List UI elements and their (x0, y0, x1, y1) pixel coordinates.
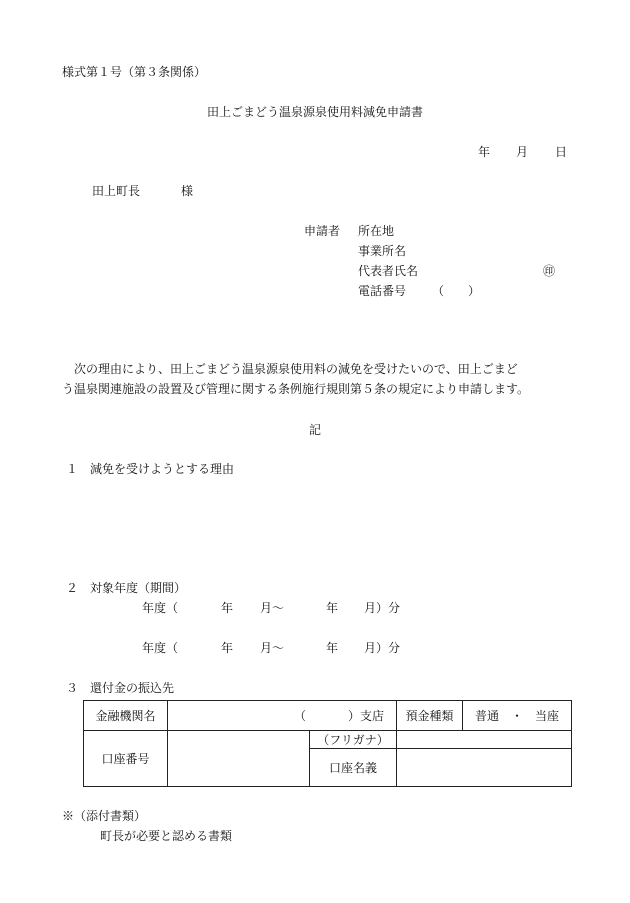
seal-mark: ㊞ (543, 264, 556, 278)
date-year: 年 (478, 145, 491, 159)
period-month-from: 月～ (260, 601, 285, 615)
bank-paren-open: （ (294, 709, 307, 723)
page-title: 田上ごまどう温泉源泉使用料減免申請書 (206, 105, 423, 119)
section-2-label: 対象年度（期間） (90, 581, 187, 595)
account-name-cell[interactable] (397, 749, 572, 787)
form-id: 様式第１号（第３条関係） (62, 65, 207, 79)
applicant-address: 所在地 (358, 224, 395, 238)
period-year-from: 年 (221, 641, 234, 655)
period-month-to: 月）分 (364, 601, 401, 615)
applicant-label: 申請者 (304, 224, 341, 238)
attachments-header: ※（添付書類） (62, 809, 147, 823)
section-3-label: 還付金の振込先 (90, 681, 175, 695)
section-2-number: ２ (66, 581, 79, 595)
body-line-2: う温泉関連施設の設置及び管理に関する条例施行規則第５条の規定により申請します。 (62, 382, 530, 396)
period-month-from: 月～ (260, 641, 285, 655)
furigana-label: （フリガナ） (310, 731, 397, 749)
account-number-label: 口座番号 (84, 731, 168, 787)
account-number-cell[interactable] (168, 731, 310, 787)
bank-name-cell[interactable] (168, 701, 397, 731)
account-name-label: 口座名義 (310, 749, 397, 787)
addressee-name: 田上町長 (92, 184, 141, 198)
section-1-label: 減免を受けようとする理由 (90, 462, 235, 476)
body-line-1: 次の理由により、田上ごまどう温泉源泉使用料の減免を受けたいので、田上ごまど (62, 362, 518, 376)
period-year-from: 年 (221, 601, 234, 615)
deposit-type-options[interactable]: 普通 ・ 当座 (463, 701, 572, 731)
section-3-number: ３ (66, 681, 79, 695)
section-1-number: １ (66, 462, 79, 476)
period-month-to: 月）分 (364, 641, 401, 655)
date-day: 日 (555, 145, 568, 159)
applicant-office: 事業所名 (358, 244, 407, 258)
furigana-cell[interactable] (397, 731, 572, 749)
bank-name-label: 金融機関名 (84, 701, 168, 731)
period-year-to: 年 (326, 641, 339, 655)
branch-label: ）支店 (348, 709, 385, 723)
phone-parens: （ ） (432, 284, 481, 298)
bank-account-table (83, 700, 572, 787)
addressee-honorific: 様 (181, 184, 194, 198)
applicant-phone: 電話番号 (358, 284, 407, 298)
attachments-item: 町長が必要と認める書類 (100, 829, 233, 843)
period-nendo: 年度（ (142, 601, 179, 615)
period-nendo: 年度（ (142, 641, 179, 655)
ki-heading: 記 (308, 423, 321, 437)
date-month: 月 (516, 145, 529, 159)
deposit-type-label: 預金種類 (397, 701, 463, 731)
applicant-representative: 代表者氏名 (358, 264, 419, 278)
period-year-to: 年 (326, 601, 339, 615)
